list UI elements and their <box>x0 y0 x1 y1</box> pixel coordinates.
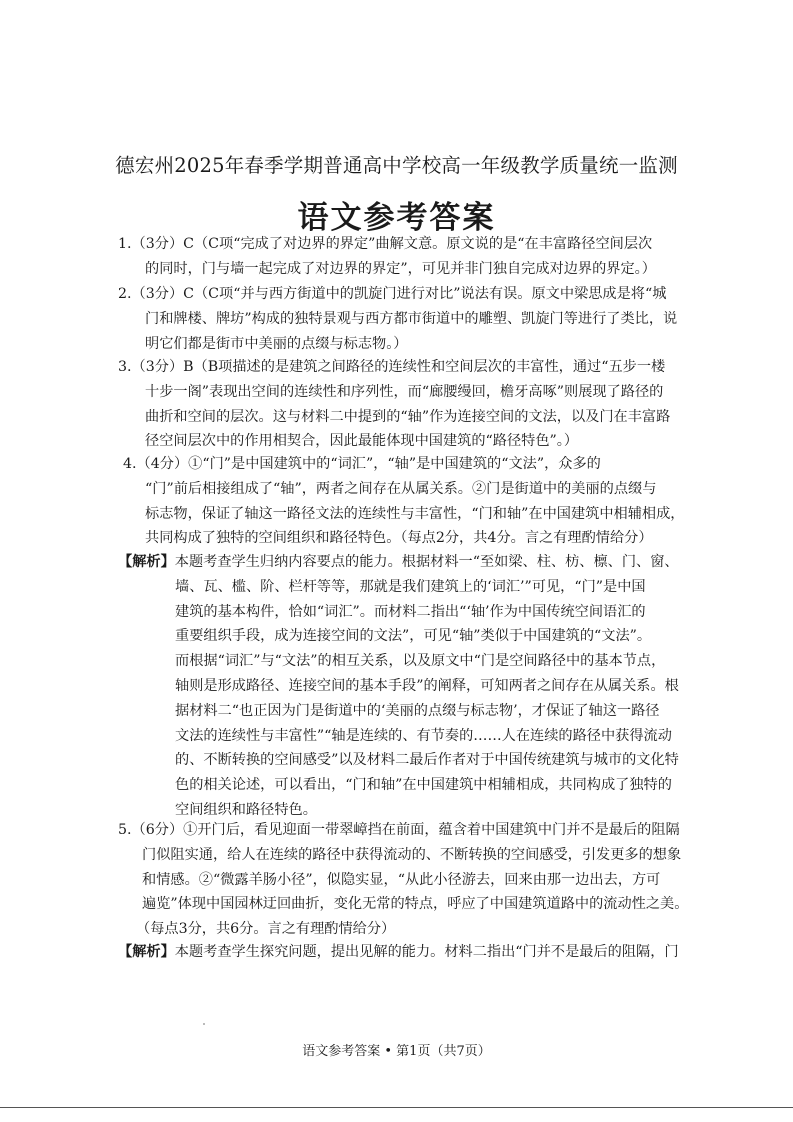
answer-line: 3.（3分）B（B项描述的是建筑之间路径的连续性和空间层次的丰富性，通过“五步一楼 <box>118 359 666 375</box>
analysis-line: 墙、瓦、槛、阶、栏杆等等，那就是我们建筑上的‘词汇’”可见，“门”是中国 <box>175 578 646 595</box>
answer-line: 2.（3分）C（C项“并与西方街道中的凯旋门进行对比”说法有误。原文中梁思成是将“城 <box>118 286 667 302</box>
answer-line: 1.（3分）C（C项“完成了对边界的界定”曲解文意。原文说的是“在丰富路径空间层次 <box>118 236 653 252</box>
answer-line: “门”前后相接组成了“轴”，两者之间存在从属关系。②门是街道中的美丽的点缀与 <box>145 480 657 497</box>
analysis-4 <box>118 550 679 823</box>
analysis-line: 重要组织手段，成为连接空间的文法”，可见“轴”类似于中国建筑的“文法”。 <box>175 628 652 645</box>
page-footer: 语文参考答案 • 第1页（共7页） <box>302 1044 491 1059</box>
analysis-5 <box>118 940 679 965</box>
analysis-line: 本题考查学生探究问题，提出见解的能力。材料二指出“门并不是最后的阻隔，门 <box>174 944 679 960</box>
analysis-line: 建筑的基本构件，恰如“词汇”。而材料二指出“‘轴’作为中国传统空间语汇的 <box>175 603 646 620</box>
bottom-divider <box>0 1107 793 1108</box>
analysis-line: 空间组织和路径特色。 <box>175 801 317 818</box>
answer-line: 标志物，保证了轴这一路径文法的连续性与丰富性，“门和轴”在中国建筑中相辅相成， <box>145 505 685 522</box>
answer-3 <box>118 355 670 454</box>
answer-line: 十步一阁”表现出空间的连续性和序列性，而“廊腰缦回，檐牙高啄”则展现了路径的 <box>145 383 664 400</box>
answer-line: 和情感。②“微露羊肠小径”，似隐实显，“从此小径游去，回来由那一边出去，方可 <box>142 871 661 888</box>
answer-line: （每点3分，共6分。言之有理酌情给分） <box>136 921 396 938</box>
answer-1 <box>118 232 656 282</box>
answer-line: 共同构成了独特的空间组织和路径特色。（每点2分，共4分。言之有理酌情给分） <box>145 530 653 547</box>
analysis-line: 文法的连续性与丰富性”“轴是连续的、有节奏的……人在连续的路径中获得流动 <box>175 727 672 744</box>
answer-line: 的同时，门与墙一起完成了对边界的界定”，可见并非门独自完成对边界的界定。） <box>145 260 656 277</box>
answer-line: 门和牌楼、牌坊”构成的独特景观与西方都市街道中的雕塑、凯旋门等进行了类比，说 <box>145 310 678 327</box>
exam-title: 德宏州2025年春季学期普通高中学校高一年级教学质量统一监测 <box>115 154 678 177</box>
answer-line: 明它们都是街市中美丽的点缀与标志物。） <box>145 335 408 352</box>
answer-line: 门似阻实通，给人在连续的路径中获得流动的、不断转换的空间感受，引发更多的想象 <box>142 846 682 863</box>
answer-line: 4.（4分）①“门”是中国建筑中的“词汇”，“轴”是中国建筑的“文法”，众多的 <box>123 456 601 472</box>
analysis-line: 色的相关论述，可以看出，“门和轴”在中国建筑中相辅相成，共同构成了独特的 <box>175 777 672 794</box>
document-title: 语文参考答案 <box>297 200 496 236</box>
answer-2 <box>118 282 677 356</box>
answer-line: 遍览”体现中国园林迂回曲折，变化无常的特点，呼应了中国建筑道路中的流动性之美。 <box>142 896 689 913</box>
answer-line: 曲折和空间的层次。这与材料二中提到的“轴”作为连接空间的文法，以及门在丰富路 <box>145 408 671 425</box>
answer-5 <box>118 818 688 942</box>
answer-line: 5.（6分）①开门后，看见迎面一带翠嶂挡在前面，蕴含着中国建筑中门并不是最后的阻隔 <box>118 822 680 838</box>
analysis-label: 【解析】 <box>118 944 175 960</box>
answer-4 <box>123 452 684 551</box>
analysis-line: 轴则是形成路径、连接空间的基本手段”的阐释，可知两者之间存在从属关系。根 <box>175 677 679 694</box>
analysis-line: 本题考查学生归纳内容要点的能力。根据材料一“至如梁、柱、枋、檩、门、窗、 <box>174 554 679 570</box>
analysis-label: 【解析】 <box>118 554 175 570</box>
scan-speck <box>203 1023 205 1025</box>
analysis-line: 的、不断转换的空间感受”以及材料二最后作者对于中国传统建筑与城市的文化特 <box>175 752 679 769</box>
answer-line: 径空间层次中的作用相契合，因此最能体现中国建筑的“路径特色”。） <box>145 433 579 450</box>
analysis-line: 而根据“词汇”与“文法”的相互关系，以及原文中“门是空间路径中的基本节点， <box>175 653 666 670</box>
analysis-line: 据材料二“也正因为门是街道中的‘美丽的点缀与标志物’，才保证了轴这一路径 <box>175 702 660 719</box>
